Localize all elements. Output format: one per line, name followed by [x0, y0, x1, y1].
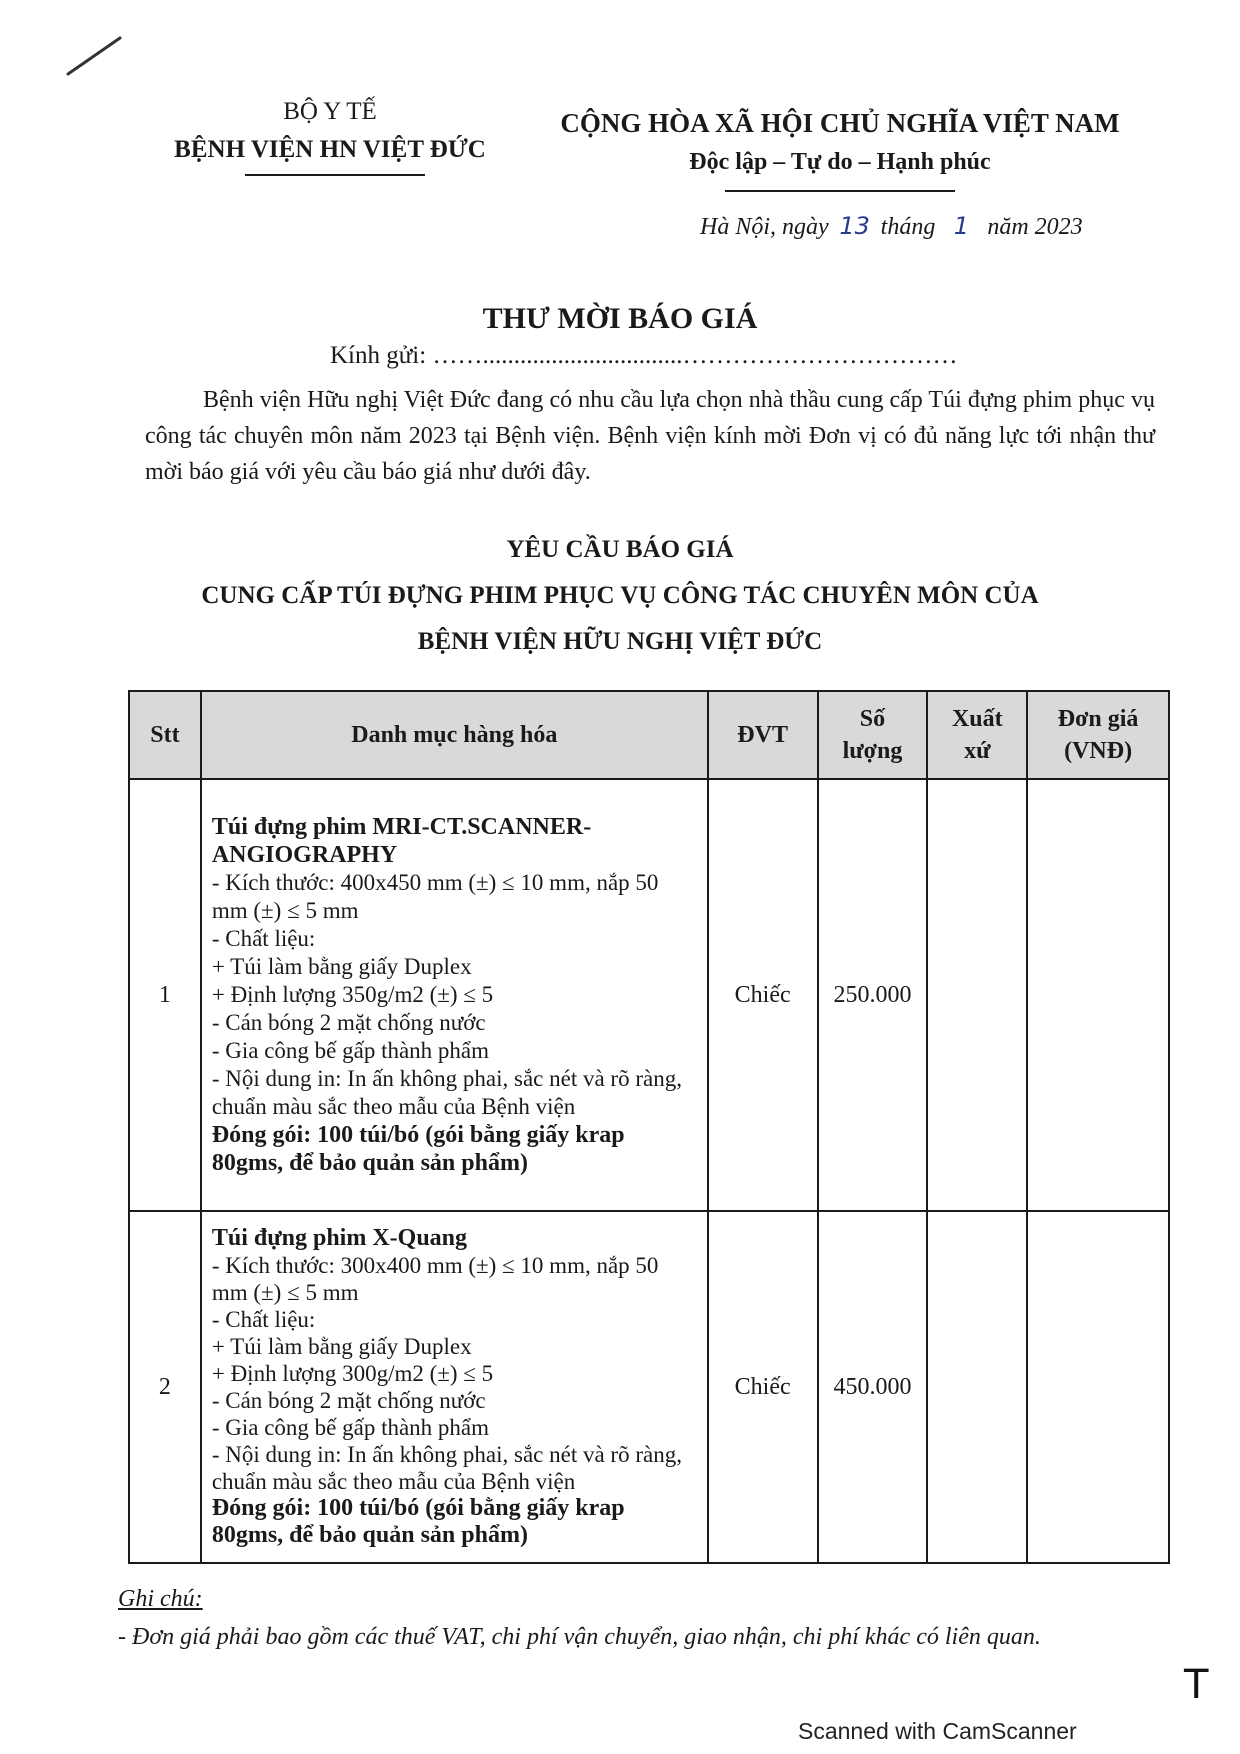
row-description: [201, 1211, 708, 1563]
spec-line: + Định lượng 300g/m2 (±) ≤ 5: [211, 1361, 494, 1386]
row-price: [1027, 1211, 1169, 1563]
packing-note: Đóng gói: 100 túi/bó (gói bằng giấy krap 80gms, để bảo quản sản phẩm): [211, 1122, 625, 1176]
spec-line: - Kích thước: 300x400 mm (±) ≤ 10 mm, nắp 50 mm (±) ≤ 5 mm: [211, 1253, 659, 1305]
row-stt: 2: [129, 1211, 201, 1563]
corner-handwritten-mark: T: [1184, 1662, 1209, 1708]
header-qty-line1: Số: [859, 706, 886, 732]
spec-line: - Cán bóng 2 mặt chống nước: [211, 1010, 486, 1035]
row-origin: [927, 779, 1027, 1211]
date-prefix: Hà Nội, ngày: [700, 214, 829, 240]
header-qty-line2: lượng: [842, 738, 903, 764]
quotation-table: [128, 690, 1170, 1564]
spec-line: - Nội dung in: In ấn không phai, sắc nét và rõ ràng, chuẩn màu sắc theo mẫu của Bệnh viện: [211, 1066, 682, 1119]
row-unit: Chiếc: [708, 1211, 818, 1563]
row-origin: [927, 1211, 1027, 1563]
spec-line: - Kích thước: 400x450 mm (±) ≤ 10 mm, nắp 50 mm (±) ≤ 5 mm: [211, 870, 659, 923]
header-origin: [927, 691, 1027, 779]
national-motto: Độc lập – Tự do – Hạnh phúc: [689, 149, 991, 175]
spec-line: + Túi làm bằng giấy Duplex: [211, 954, 472, 979]
row-qty: 250.000: [818, 779, 928, 1211]
header-price: [1027, 691, 1169, 779]
spec-line: + Túi làm bằng giấy Duplex: [211, 1334, 472, 1359]
request-heading-1: YÊU CẦU BÁO GIÁ: [506, 536, 734, 563]
national-header: [560, 108, 1120, 176]
request-heading-2: CUNG CẤP TÚI ĐỰNG PHIM PHỤC VỤ CÔNG TÁC CHUYÊN MÔN CỦA: [201, 582, 1039, 609]
camscanner-watermark: Scanned with CamScanner: [798, 1718, 1077, 1744]
spec-line: - Chất liệu:: [211, 1307, 316, 1332]
item-name: Túi đựng phim X-Quang: [211, 1225, 468, 1251]
item-name: Túi đựng phim MRI-CT.SCANNER-ANGIOGRAPHY: [211, 814, 592, 868]
packing-note: Đóng gói: 100 túi/bó (gói bằng giấy krap 80gms, để bảo quản sản phẩm): [211, 1495, 625, 1548]
issuer-underline: [245, 174, 425, 176]
table-row: [129, 779, 1169, 1211]
row-description: [201, 779, 708, 1211]
spec-line: + Định lượng 350g/m2 (±) ≤ 5: [211, 982, 494, 1007]
header-origin-line2: xứ: [964, 738, 991, 764]
document-title: THƯ MỜI BÁO GIÁ: [482, 302, 758, 335]
row-qty: 450.000: [818, 1211, 928, 1563]
spec-line: - Gia công bế gấp thành phẩm: [211, 1038, 490, 1063]
header-price-line2: (VNĐ): [1064, 738, 1133, 764]
header-unit: ĐVT: [708, 691, 818, 779]
date-month-label: tháng: [880, 214, 936, 240]
hospital-name: BỆNH VIỆN HN VIỆT ĐỨC: [174, 136, 486, 163]
ministry-name: BỘ Y TẾ: [283, 98, 377, 125]
spec-line: - Gia công bế gấp thành phẩm: [211, 1415, 490, 1440]
notes-heading: Ghi chú:: [118, 1586, 203, 1612]
row-price: [1027, 779, 1169, 1211]
header-stt: Stt: [129, 691, 201, 779]
table-row: [129, 1211, 1169, 1563]
spec-line: - Chất liệu:: [211, 926, 316, 951]
header-qty: [818, 691, 928, 779]
intro-paragraph: Bệnh viện Hữu nghị Việt Đức đang có nhu cầu lựa chọn nhà thầu cung cấp Túi đựng phim phục vụ công tác chuyên môn năm 2023 tại Bệnh viện. Bệnh viện kính mời Đơn vị có đủ năng lực tới nhận thư mời báo giá với yêu cầu báo giá như dưới đây.: [145, 387, 1155, 485]
request-heading-3: BỆNH VIỆN HỮU NGHỊ VIỆT ĐỨC: [417, 628, 823, 655]
spec-line: - Nội dung in: In ấn không phai, sắc nét và rõ ràng, chuẩn màu sắc theo mẫu của Bệnh viện: [211, 1442, 682, 1494]
header-price-line1: Đơn giá: [1057, 706, 1139, 732]
pen-stroke-mark: [64, 34, 124, 78]
row-unit: Chiếc: [708, 779, 818, 1211]
republic-name: CỘNG HÒA XÃ HỘI CHỦ NGHĨA VIỆT NAM: [560, 108, 1120, 138]
date-month: 1: [953, 212, 969, 240]
header-origin-line1: Xuất: [951, 706, 1003, 732]
issuer-block: [150, 98, 510, 164]
row-stt: 1: [129, 779, 201, 1211]
date-year: năm 2023: [987, 214, 1083, 240]
table-header-row: [129, 691, 1169, 779]
issue-date: [700, 212, 1083, 241]
spec-line: - Cán bóng 2 mặt chống nước: [211, 1388, 486, 1413]
date-day: 13: [839, 212, 870, 240]
header-item: Danh mục hàng hóa: [201, 691, 708, 779]
recipient-line: Kính gửi: ……................................……………………………: [330, 342, 958, 369]
motto-underline: [725, 190, 955, 192]
notes-text: - Đơn giá phải bao gồm các thuế VAT, chi phí vận chuyển, giao nhận, chi phí khác có liên quan.: [118, 1624, 1041, 1650]
